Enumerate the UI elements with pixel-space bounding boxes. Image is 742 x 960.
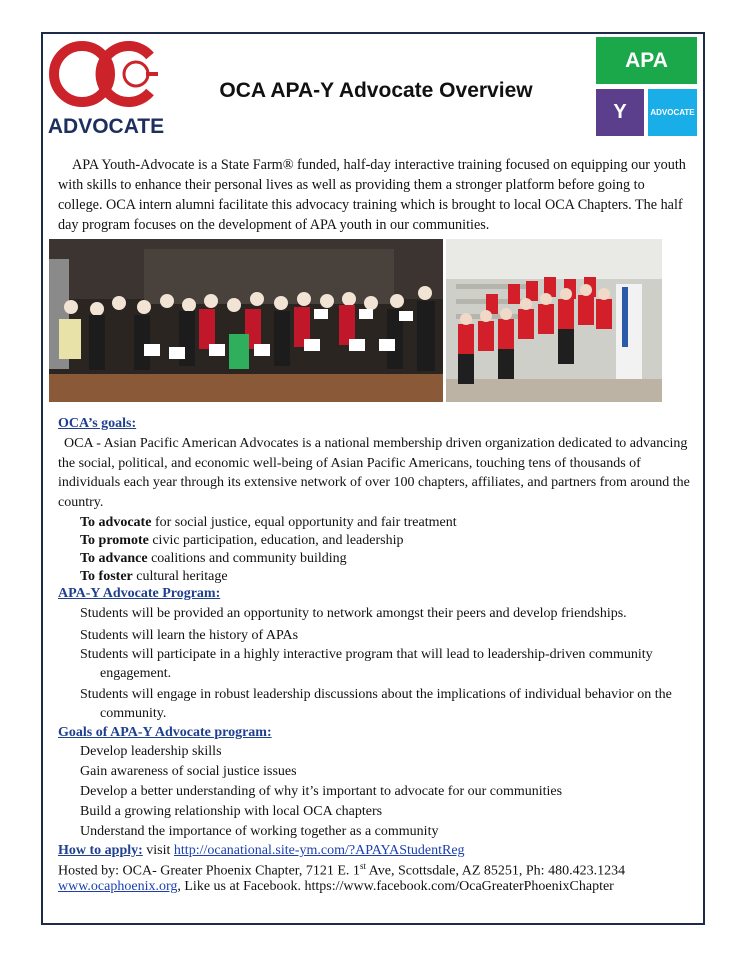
apply-link[interactable]: http://ocanational.site-ym.com/?APAYAStudentReg	[173, 843, 465, 858]
goal-item: To advance coalitions and community building	[80, 551, 347, 566]
goal-item: To foster cultural heritage	[80, 569, 228, 584]
program-goal-item: Gain awareness of social justice issues	[80, 764, 297, 779]
oca-goals-heading: OCA’s goals:	[58, 416, 137, 431]
hosted-line: Hosted by: OCA- Greater Phoenix Chapter, 7121 E. 1st Ave, Scottsdale, AZ 85251, Ph: 480.423.1234	[58, 861, 626, 879]
advocate-tile: ADVOCATE	[648, 89, 697, 136]
intro-paragraph: APA Youth-Advocate is a State Farm® funded, half-day interactive training focused on equipping our youth with skills to enhance their personal lives as well as providing them a stronger platform before going to college. OCA intern alumni facilitate this advocacy training which is brought to local OCA Chapters. The half day program focuses on the development of APA youth in our communities.	[58, 157, 686, 233]
program-item: Students will learn the history of APAs	[80, 628, 299, 643]
apa-tile: APA	[596, 37, 697, 84]
logo-wordmark: ADVOCATE	[47, 115, 165, 138]
program-item: Students will engage in robust leadership discussions about the implications of individual behavior on the community.	[80, 687, 672, 721]
page-title: OCA APA-Y Advocate Overview	[219, 79, 533, 102]
program-goals-heading: Goals of APA-Y Advocate program:	[58, 725, 272, 740]
program-heading: APA-Y Advocate Program:	[58, 586, 221, 601]
goal-item: To advocate for social justice, equal opportunity and fair treatment	[80, 515, 457, 530]
apply-label: How to apply:	[58, 843, 143, 858]
program-goal-item: Develop a better understanding of why it’s important to advocate for our communities	[80, 784, 563, 799]
apply-line: How to apply: visit http://ocanational.site-ym.com/?APAYAStudentReg	[58, 843, 465, 858]
group-photo-staircase	[446, 239, 662, 402]
facebook-text: , Like us at Facebook. https://www.facebook.com/OcaGreaterPhoenixChapter	[177, 879, 614, 894]
group-photo-auditorium	[49, 239, 443, 402]
goal-item: To promote civic participation, education, and leadership	[80, 533, 404, 548]
oca-advocate-logo	[46, 38, 166, 138]
program-goal-item: Develop leadership skills	[80, 744, 222, 759]
program-item: Students will be provided an opportunity to network amongst their peers and develop friendships.	[80, 606, 627, 621]
program-item: Students will participate in a highly interactive program that will lead to leadership-driven community engagement.	[80, 647, 653, 681]
website-link[interactable]: www.ocaphoenix.org	[58, 879, 178, 894]
y-tile: Y	[596, 89, 644, 136]
program-goal-item: Build a growing relationship with local OCA chapters	[80, 804, 383, 819]
oca-goals-paragraph: OCA - Asian Pacific American Advocates is a national membership driven organization dedicated to advancing the social, political, and economic well-being of Asian Pacific Americans, touching tens of thousands of individuals each year through its extensive network of over 100 chapters, affiliates, and partners from around the country.	[58, 436, 690, 510]
program-goal-item: Understand the importance of working together as a community	[80, 824, 439, 839]
website-line	[58, 879, 614, 895]
